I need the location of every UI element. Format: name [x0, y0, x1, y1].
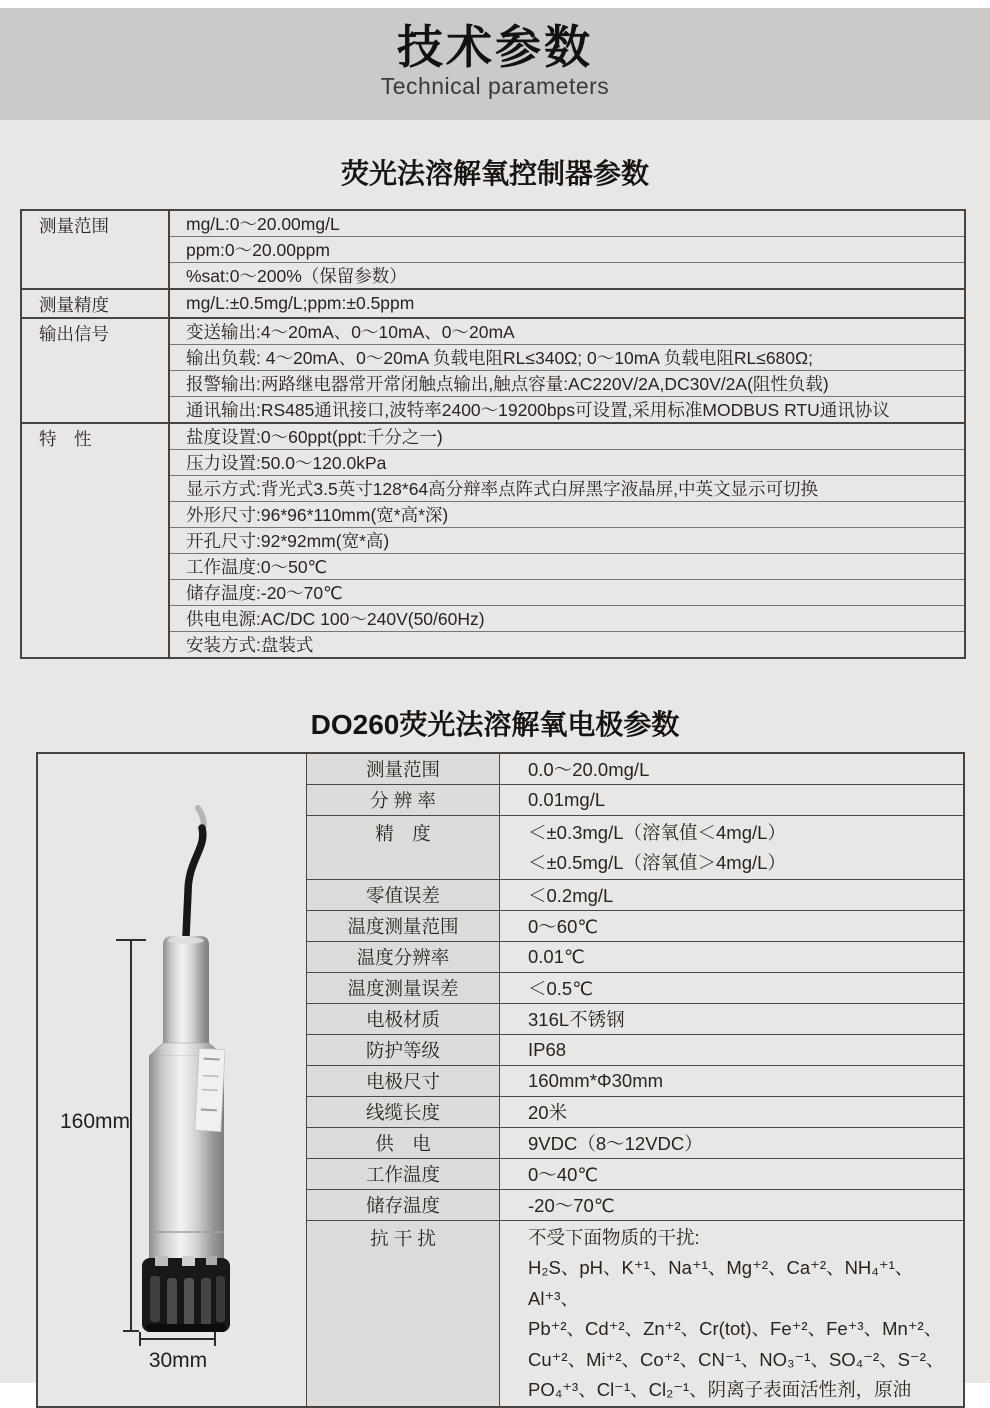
param-value-line: Pb⁺²、Cd⁺²、Zn⁺²、Cr(tot)、Fe⁺²、Fe⁺³、Mn⁺²、 — [528, 1318, 943, 1339]
dimension-width — [140, 1332, 215, 1346]
table-row — [37, 753, 964, 784]
param-value — [500, 815, 965, 879]
param-value-line: ＜±0.5mg/L（溶氧值＞4mg/L） — [528, 852, 786, 873]
param-label: 温度测量误差 — [307, 972, 500, 1003]
param-label: 测量范围 — [307, 753, 500, 784]
param-value — [500, 1220, 965, 1407]
probe-upper-body — [163, 936, 209, 1043]
probe-cable-icon — [186, 808, 204, 936]
controller-parameters-table — [20, 209, 966, 659]
param-value: 盐度设置:0～60ppt(ppt:千分之一) — [169, 423, 965, 450]
param-value: 输出负载: 4～20mA、0～20mA 负载电阻RL≤340Ω; 0～10mA 负载电阻RL≤680Ω; — [169, 345, 965, 371]
param-value: 0.01mg/L — [500, 784, 965, 815]
param-label: 特 性 — [21, 423, 169, 658]
param-value: -20～70℃ — [500, 1189, 965, 1220]
param-value-line: Cu⁺²、Mi⁺²、Co⁺²、CN⁻¹、NO₃⁻¹、SO₄⁻²、S⁻²、 — [528, 1348, 945, 1370]
param-value: 0～60℃ — [500, 910, 965, 941]
param-value: 160mm*Φ30mm — [500, 1065, 965, 1096]
probe-photo-cell — [37, 753, 307, 1407]
param-value: mg/L:±0.5mg/L;ppm:±0.5ppm — [169, 289, 965, 318]
page-title: 技术参数 — [397, 21, 593, 73]
param-value: 20米 — [500, 1096, 965, 1127]
param-value-line: ＜±0.3mg/L（溶氧值＜4mg/L） — [528, 821, 786, 843]
param-value: 通讯输出:RS485通讯接口,波特率2400～19200bps可设置,采用标准MODBUS RTU通讯协议 — [169, 397, 965, 424]
param-value: 压力设置:50.0～120.0kPa — [169, 450, 965, 476]
dimension-width-label: 30mm — [148, 1349, 208, 1372]
param-label: 电极材质 — [307, 1003, 500, 1034]
param-label: 电极尺寸 — [307, 1065, 500, 1096]
param-value: IP68 — [500, 1034, 965, 1065]
title-banner — [0, 8, 990, 120]
param-label: 储存温度 — [307, 1189, 500, 1220]
probe-label-sticker — [195, 1048, 225, 1131]
param-value: 显示方式:背光式3.5英寸128*64高分辩率点阵式白屏黑字液晶屏,中英文显示可切换 — [169, 476, 965, 502]
table-row — [21, 423, 965, 450]
param-label: 工作温度 — [307, 1158, 500, 1189]
param-value: 储存温度:-20～70℃ — [169, 580, 965, 606]
param-value: 外形尺寸:96*96*110mm(宽*高*深) — [169, 502, 965, 528]
table-row — [21, 210, 965, 237]
param-label: 精 度 — [307, 815, 500, 879]
table-row — [21, 289, 965, 318]
param-value: ＜0.5℃ — [500, 972, 965, 1003]
param-label: 温度测量范围 — [307, 910, 500, 941]
param-label: 输出信号 — [21, 318, 169, 423]
param-value: ＜0.2mg/L — [500, 879, 965, 910]
param-label: 零值误差 — [307, 879, 500, 910]
param-label: 测量精度 — [21, 289, 169, 318]
param-value-line: PO₄⁺³、Cl⁻¹、Cl₂⁻¹、阴离子表面活性剂，原油 — [528, 1379, 912, 1400]
param-value: 0.0～20.0mg/L — [500, 753, 965, 784]
param-value: mg/L:0～20.00mg/L — [169, 210, 965, 237]
param-value: ppm:0～20.00ppm — [169, 237, 965, 263]
page-subtitle: Technical parameters — [380, 72, 610, 99]
probe-cage — [142, 1256, 230, 1332]
param-value: %sat:0～200%（保留参数） — [169, 263, 965, 290]
electrode-section-title: DO260荧光法溶解氧电极参数 — [310, 709, 680, 740]
param-label: 测量范围 — [21, 210, 169, 289]
param-value: 工作温度:0～50℃ — [169, 554, 965, 580]
param-label: 温度分辨率 — [307, 941, 500, 972]
top-margin-strip — [0, 0, 990, 8]
param-value: 报警输出:两路继电器常开常闭触点输出,触点容量:AC220V/2A,DC30V/2A(阻性负载) — [169, 371, 965, 397]
param-label: 供 电 — [307, 1127, 500, 1158]
param-label: 分 辨 率 — [307, 784, 500, 815]
param-value: 开孔尺寸:92*92mm(宽*高) — [169, 528, 965, 554]
probe-photo — [38, 754, 306, 1374]
param-value-line: H₂S、pH、K⁺¹、Na⁺¹、Mg⁺²、Ca⁺²、NH₄⁺¹、Al⁺³、 — [528, 1257, 914, 1309]
param-value: 安装方式:盘装式 — [169, 632, 965, 659]
dimension-height — [116, 940, 146, 1331]
controller-section-title: 荧光法溶解氧控制器参数 — [340, 158, 649, 189]
table-row — [21, 318, 965, 345]
dimension-height-label: 160mm — [59, 1110, 131, 1133]
param-value: 316L不锈钢 — [500, 1003, 965, 1034]
param-label: 线缆长度 — [307, 1096, 500, 1127]
param-value: 供电电源:AC/DC 100～240V(50/60Hz) — [169, 606, 965, 632]
param-label: 抗 干 扰 — [307, 1220, 500, 1407]
electrode-parameters-table — [36, 752, 965, 1408]
param-value: 变送输出:4～20mA、0～10mA、0～20mA — [169, 318, 965, 345]
param-value: 0～40℃ — [500, 1158, 965, 1189]
param-value-line: 不受下面物质的干扰: — [528, 1226, 700, 1248]
param-value: 9VDC（8～12VDC） — [500, 1127, 965, 1158]
param-label: 防护等级 — [307, 1034, 500, 1065]
param-value: 0.01℃ — [500, 941, 965, 972]
